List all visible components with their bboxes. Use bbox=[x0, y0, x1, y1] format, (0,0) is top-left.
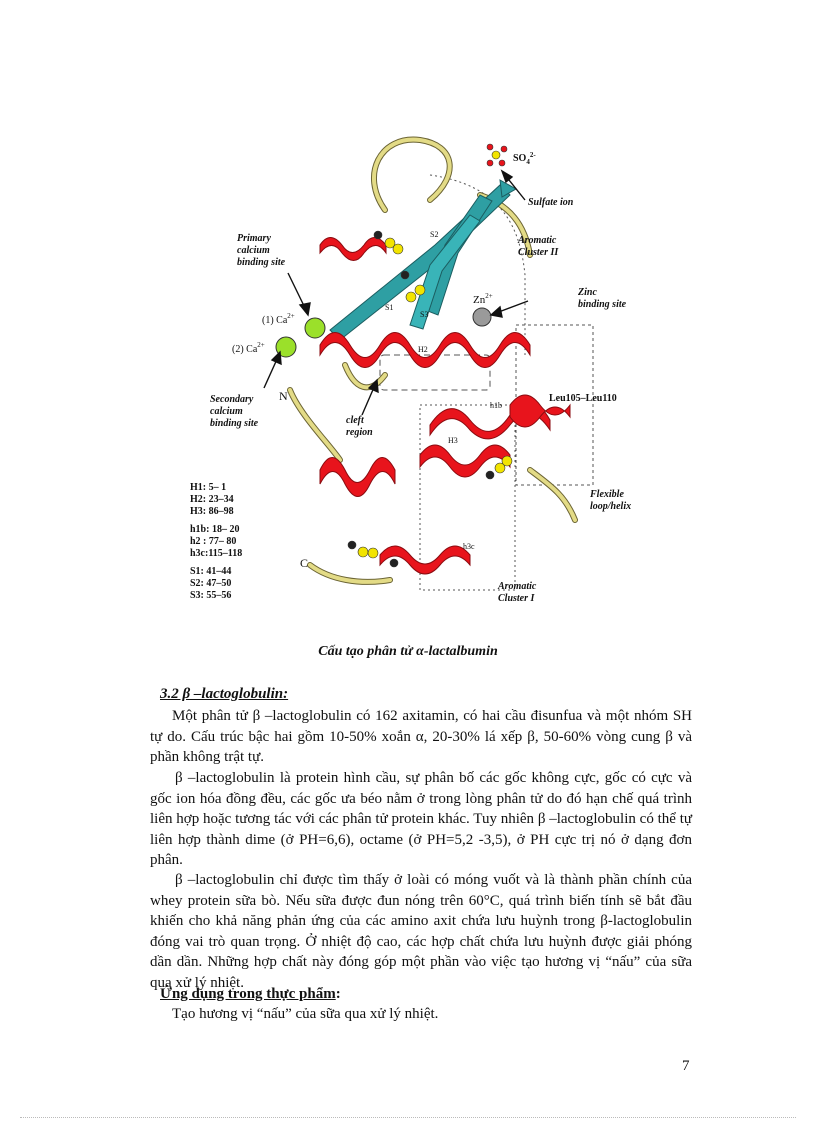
flexible-loop-label-line1: Flexible bbox=[590, 489, 624, 500]
c-terminus-label: C bbox=[300, 556, 309, 570]
application-text: Tạo hương vị “nấu” của sữa qua xử lý nhiệt. bbox=[172, 1006, 439, 1022]
paragraph-1: Một phân tử β –lactoglobulin có 162 axitamin, có hai cầu đisunfua và một nhóm SH tự do. Cấu trúc bậc hai gồm 10-50% xoắn α, 20-30% lá xếp β, 50-60% vòng cung β và phần không trật tự. bbox=[150, 708, 692, 766]
primary-site-label-line2: calcium bbox=[237, 245, 270, 256]
legend-item: h3c:115–118 bbox=[190, 548, 243, 559]
aromatic-cluster-1-label-line2: Cluster I bbox=[498, 593, 535, 604]
legend-item: H1: 5– 1 bbox=[190, 482, 227, 493]
flexible-loop-label-line2: loop/helix bbox=[590, 501, 632, 512]
helix-h3-label: H3 bbox=[448, 436, 458, 445]
helix-h3c-label: h3c bbox=[463, 542, 475, 551]
zinc-ion-label: $Zn^{2+}$ bbox=[473, 292, 493, 306]
calcium-2-label: (2) $Ca^{2+}$ bbox=[232, 341, 265, 355]
zinc-site-label-line2: binding site bbox=[578, 299, 627, 310]
helix-h1b-label: h1b bbox=[490, 401, 502, 410]
page-bottom-rule bbox=[20, 1117, 796, 1118]
application-heading-colon: : bbox=[335, 986, 341, 1002]
legend-item: S3: 55–56 bbox=[190, 590, 232, 601]
cleft-region-label-line1: cleft bbox=[346, 415, 364, 426]
secondary-site-label-line3: binding site bbox=[210, 418, 259, 429]
secondary-site-label-line1: Secondary bbox=[210, 394, 254, 405]
legend-item: S2: 47–50 bbox=[190, 578, 232, 589]
section-heading: 3.2 β –lactoglobulin: bbox=[160, 686, 289, 702]
aromatic-cluster-2-label-line2: Cluster II bbox=[518, 247, 559, 258]
calcium-1-label: (1) $Ca^{2+}$ bbox=[262, 312, 295, 326]
application-heading-text: Ứng dụng trong thực phẩm bbox=[160, 986, 336, 1002]
annotation-boxes bbox=[380, 175, 593, 590]
aromatic-cluster-1-label-line1: Aromatic bbox=[498, 581, 537, 592]
page-number: 7 bbox=[682, 1058, 690, 1074]
calcium-ion-1 bbox=[305, 318, 325, 338]
aromatic-cluster-2-label-line1: Aromatic bbox=[518, 235, 557, 246]
primary-site-label-line3: binding site bbox=[237, 257, 286, 268]
primary-site-label-line1: Primary bbox=[237, 233, 271, 244]
leu-label: Leu105–Leu110 bbox=[549, 393, 617, 404]
helix-h2-label: H2 bbox=[418, 345, 428, 354]
zinc-ion bbox=[473, 308, 491, 326]
strand-s3-label: S3 bbox=[420, 310, 429, 319]
legend-item: h2 : 77– 80 bbox=[190, 536, 237, 547]
sulfate-formula-label: $SO_4^{2-}$ bbox=[513, 151, 536, 166]
n-terminus-label: N bbox=[279, 389, 288, 403]
sulfate-ion-label: Sulfate ion bbox=[528, 197, 574, 208]
legend-item: h1b: 18– 20 bbox=[190, 524, 240, 535]
alpha-lactalbumin-structure-figure bbox=[180, 125, 650, 615]
paragraph-2: β –lactoglobulin là protein hình cầu, sự phân bố các gốc không cực, gốc có cực và gốc ion hóa đồng đều, các gốc ưa béo nằm ở trong lòng phân tử do đó hạn chế quá trình liên hợp hoặc tương tác với các phân tử protein khác. Tuy nhiên β –lactoglobulin có thể tự liên hợp thành dime (ở PH=6,6), octame (ở PH=5,2 -3,5), ở PH cực trị nó ở dạng đơn phân. bbox=[150, 770, 692, 869]
legend-item: H2: 23–34 bbox=[190, 494, 234, 505]
strand-s1-label: S1 bbox=[385, 303, 394, 312]
figure-caption: Cấu tạo phân tử α-lactalbumin bbox=[318, 644, 498, 659]
application-heading bbox=[160, 986, 341, 1003]
cleft-region-label-line2: region bbox=[346, 427, 373, 438]
legend-item: S1: 41–44 bbox=[190, 566, 232, 577]
legend-item: H3: 86–98 bbox=[190, 506, 234, 517]
segment-legend bbox=[190, 482, 242, 601]
secondary-site-label-line2: calcium bbox=[210, 406, 243, 417]
zinc-site-label-line1: Zinc bbox=[578, 287, 597, 298]
paragraph-3: β –lactoglobulin chỉ được tìm thấy ở loài có móng vuốt và là thành phần chính của whey protein sữa bò. Nếu sữa được đun nóng trên 60°C, quá trình biến tính sẽ bắt đầu khiến cho khả năng phản ứng của các amino axit chứa lưu huỳnh trong β-lactoglobulin đóng vai trò quan trọng. Ở nhiệt độ cao, các hợp chất chứa lưu huỳnh được giải phóng dần dần. Những hợp chất này đóng góp một phần vào việc tạo hương vị “nấu” của sữa qua xử lý nhiệt. bbox=[150, 872, 692, 991]
strand-s2-label: S2 bbox=[430, 230, 439, 239]
